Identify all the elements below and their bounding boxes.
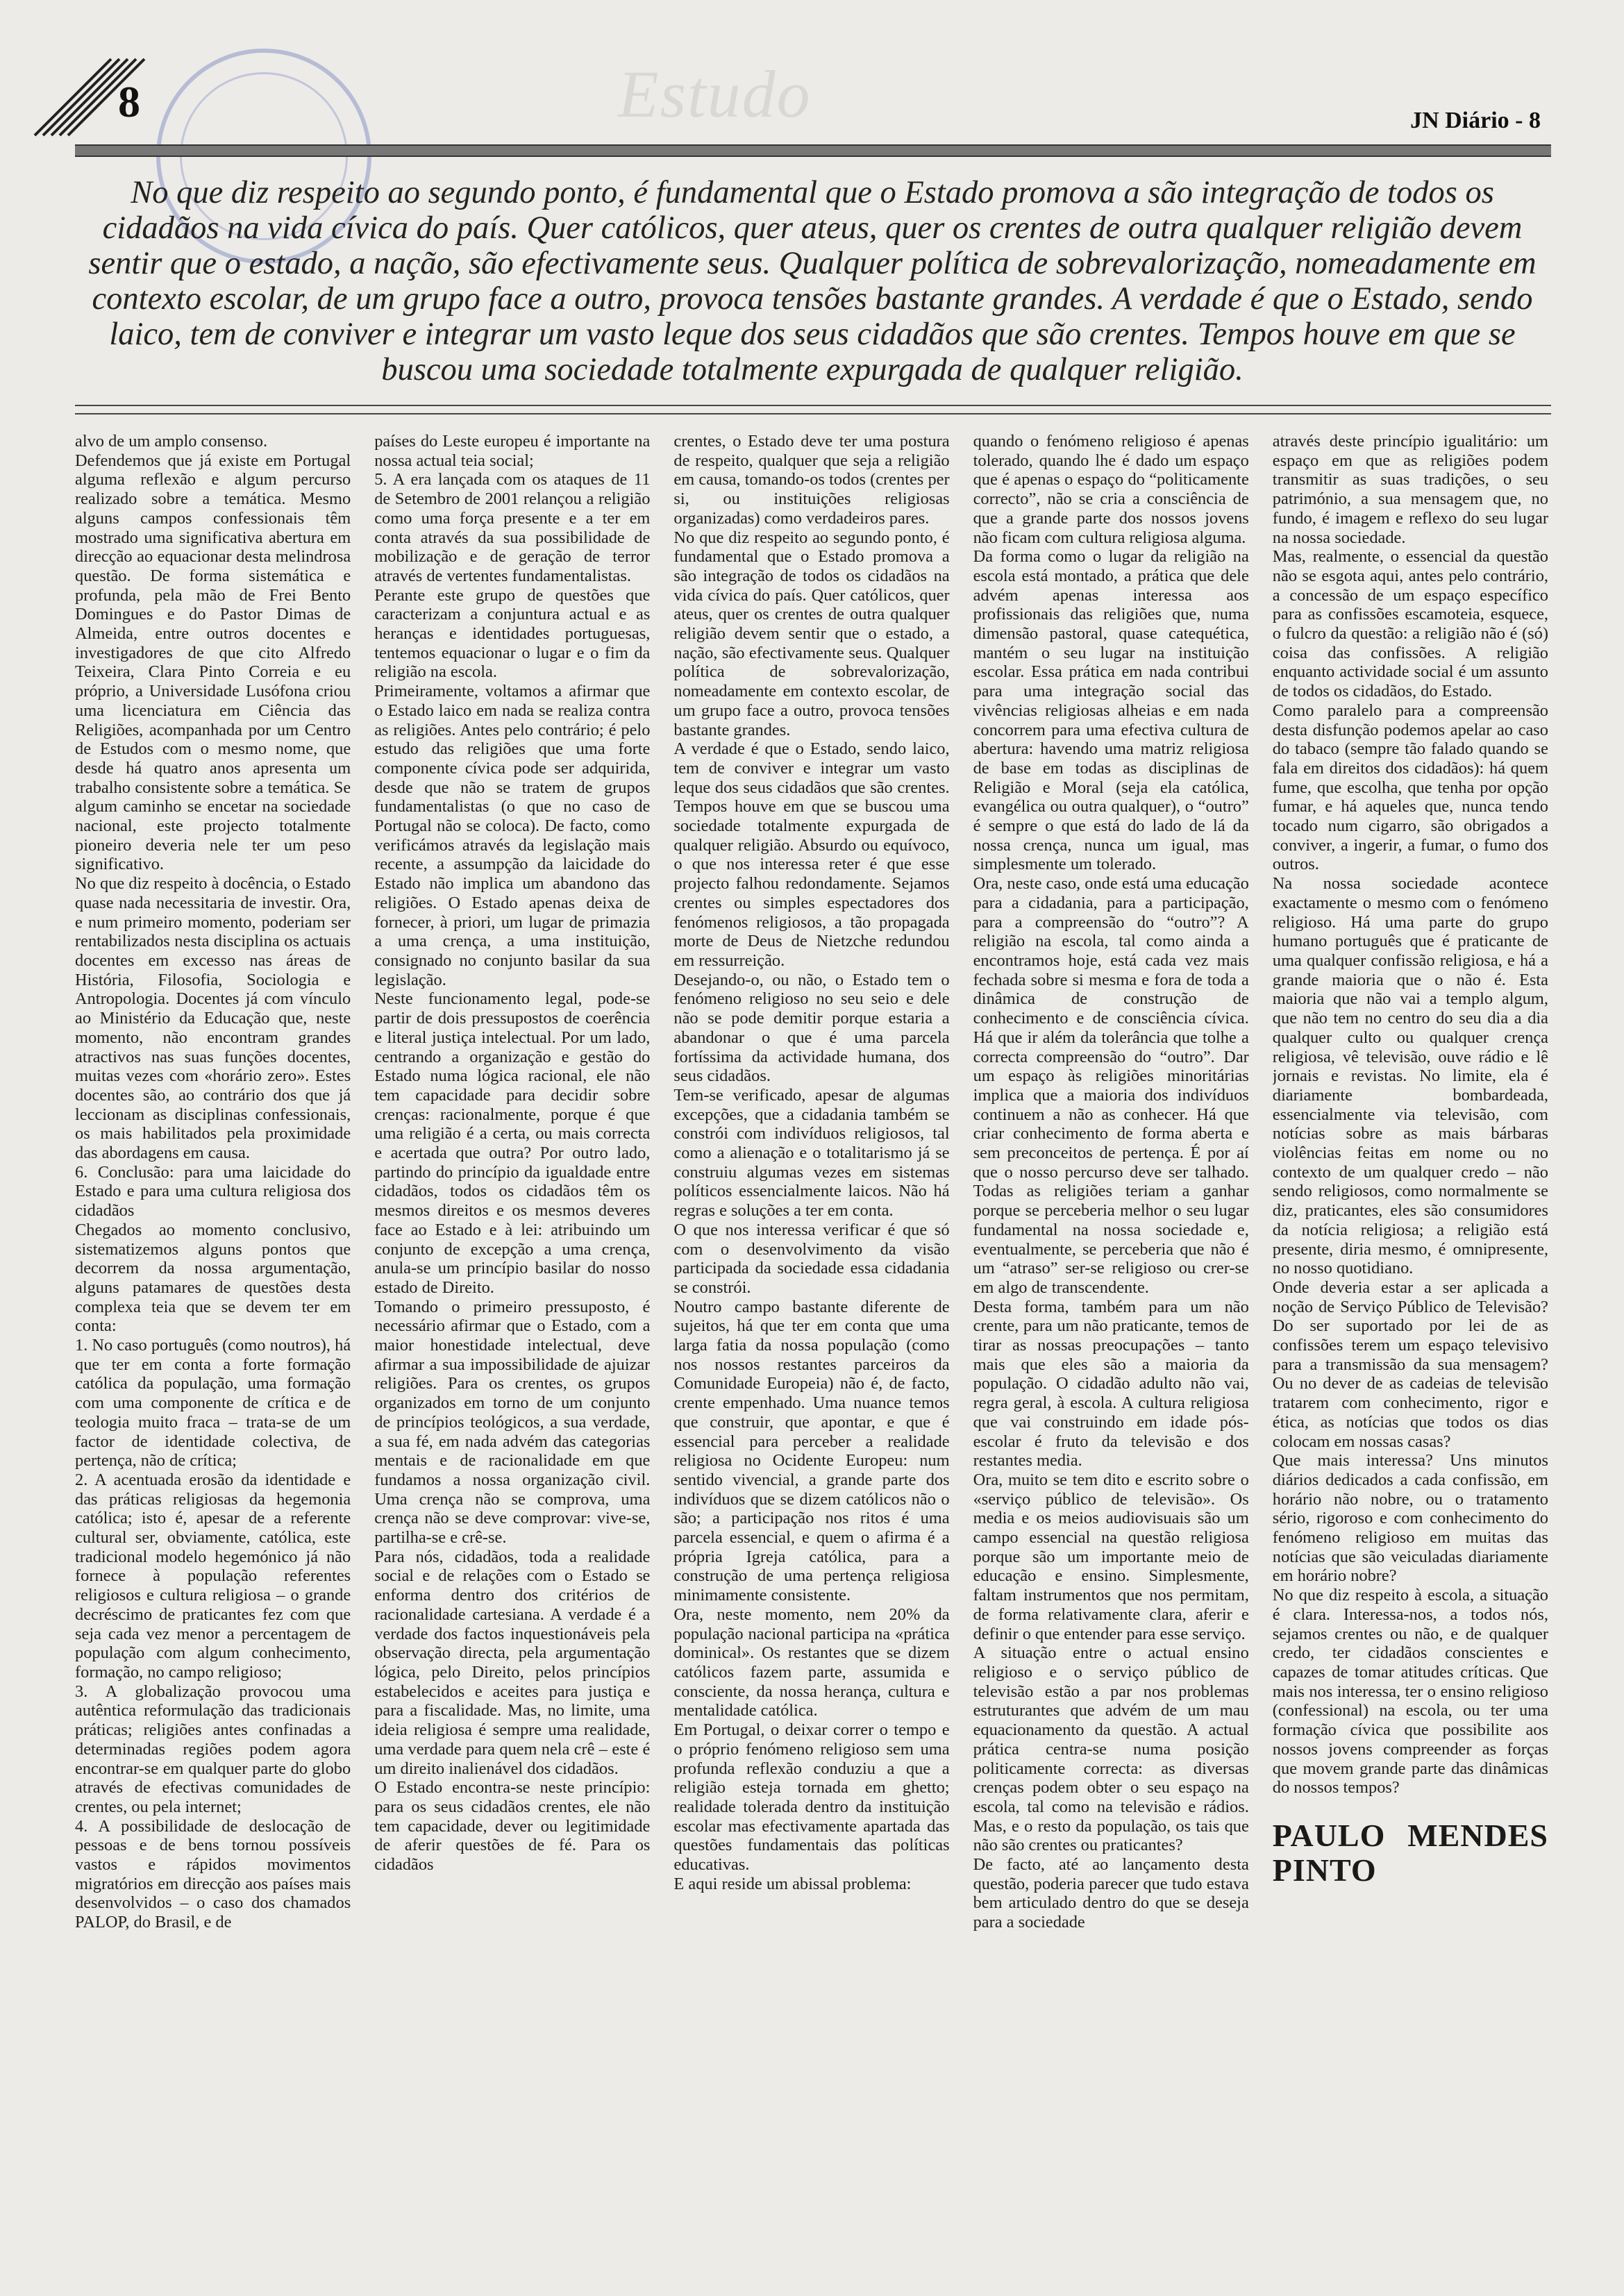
paragraph: 5. A era lançada com os ataques de 11 de Setembro de 2001 relançou a religião como uma força presente e a ter em conta através da sua possibilidade de mobilização e de geração de terror através de vertentes fundamentalistas.	[374, 470, 651, 585]
page-number: 8	[118, 77, 140, 126]
paragraph: através deste princípio igualitário: um espaço em que as religiões podem transmitir as suas tradições, o seu património, a sua mensagem que, no fundo, é imagem e reflexo do seu lugar na nossa sociedade.	[1272, 432, 1548, 547]
paragraph: crentes, o Estado deve ter uma postura de respeito, qualquer que seja a religião em causa, tomando-os todos (crentes per si, ou instituições religiosas organizadas) como verdadeiros pares.	[673, 432, 950, 528]
paragraph: No que diz respeito à escola, a situação é clara. Interessa-nos, a todos nós, sejamos crentes ou não, e de qualquer credo, ter cidadãos conscientes e capazes de tomar atitudes críticas. Que mais nos interessa, ter o ensino religioso (confessional) na escola, ou ter uma formação cívica que possibilite aos nossos jovens compreender as forças que movem grande parte das dinâmicas do nossos tempos?	[1272, 1586, 1548, 1798]
paragraph: No que diz respeito à docência, o Estado quase nada necessitaria de investir. Ora, e num primeiro momento, poderiam ser rentabilizados nesta disciplina os actuais docentes em excesso nas áreas de História, Filosofia, Sociologia e Antropologia. Docentes já com vínculo ao Ministério da Educação que, neste momento, não encontram grandes atractivos nas suas funções docentes, muitas vezes com «horário zero». Estes docentes são, ao contrário dos que já leccionam as disciplinas confessionais, os mais habilitados pela proximidade das abordagens em causa.	[75, 874, 351, 1163]
header-rule	[75, 144, 1551, 157]
paragraph: Desejando-o, ou não, o Estado tem o fenómeno religioso no seu seio e dele não se pode demitir porque estaria a abandonar o que é uma parcela fortíssima da actividade humana, dos seus cidadãos.	[673, 970, 950, 1086]
paragraph: Noutro campo bastante diferente de sujeitos, há que ter em conta que uma larga fatia da nossa população (como nos nossos restantes parceiros da Comunidade Europeia) não é, de facto, crente empenhado. Uma nuance temos que construir, que apontar, e que é essencial para perceber a realidade religiosa no Ocidente Europeu: num sentido vivencial, a grande parte dos indivíduos que se dizem católicos não o são; a participação nos ritos é uma parcela essencial, e quem o afirma é a própria Igreja católica, para a construção de uma pertença religiosa minimamente consistente.	[673, 1297, 950, 1605]
column-1	[75, 432, 351, 2237]
paragraph: O Estado encontra-se neste princípio: para os seus cidadãos crentes, ele não tem capacidade, dever ou legitimidade de aferir questões de fé. Para os cidadãos	[374, 1778, 651, 1875]
section-title: Estudo	[618, 57, 812, 131]
paragraph: 6. Conclusão: para uma laicidade do Estado e para uma cultura religiosa dos cidadãos	[75, 1162, 351, 1221]
column-5	[1273, 432, 1548, 2237]
paragraph: Ora, neste caso, onde está uma educação para a cidadania, para a participação, para a compreensão do “outro”? A religião na escola, tal como ainda a encontramos hoje, está cada vez mais fechada sobre si mesma e fora de toda a dinâmica de construção de conhecimento e de consciência cívica. Há que ir além da tolerância que tolhe a correcta compreensão do “outro”. Dar um espaço às religiões minoritárias implica que a maioria dos indivíduos continuem a não as conhecer. Há que criar conhecimento de forma aberta e sem preconceitos de pertença. É por aí que o nosso percurso deve ser talhado. Todas as religiões teriam a ganhar porque se perceberia melhor o seu lugar fundamental na nossa sociedade e, eventualmente, se perceberia que não é um “atraso” ser-se religioso ou crer-se em algo de transcendente.	[973, 874, 1249, 1297]
journal-running-head: JN Diário - 8	[1410, 108, 1541, 133]
quote-rule-bottom	[75, 413, 1551, 414]
paragraph: E aqui reside um abissal problema:	[673, 1874, 912, 1893]
paragraph: Chegados ao momento conclusivo, sistematizemos alguns pontos que decorrem da nossa argumentação, alguns patamares de questões desta complexa teia que se devem ter em conta:	[75, 1220, 351, 1336]
paragraph: quando o fenómeno religioso é apenas tolerado, quando lhe é dado um espaço que é apenas o espaço do “politicamente correcto”, não se cria a consciência de que a grande parte dos nossos jovens não ficam com cultura religiosa alguma.	[973, 432, 1249, 547]
paragraph: 3. A globalização provocou uma autêntica reformulação das tradicionais práticas; religiões antes confinadas a determinadas regiões podem agora encontrar-se em qualquer parte do globo através de efectivas comunidades de crentes, ou pela internet;	[75, 1682, 351, 1816]
paragraph: De facto, até ao lançamento desta questão, poderia parecer que tudo estava bem articulado dentro do que se deseja para a sociedade	[973, 1855, 1249, 1932]
pull-quote: No que diz respeito ao segundo ponto, é fundamental que o Estado promova a são integração de todos os cidadãos na vida cívica do país. Quer católicos, quer ateus, quer os crentes de outra qualquer religião devem sentir que o estado, a nação, são efectivamente seus. Qualquer política de sobrevalorização, nomeadamente em contexto escolar, de um grupo face a outro, provoca tensões bastante grandes. A verdade é que o Estado, sendo laico, tem de conviver e integrar um vasto leque dos seus cidadãos que são crentes. Tempos houve em que se buscou uma sociedade totalmente expurgada de qualquer religião.	[88, 175, 1537, 387]
paragraph: 1. No caso português (como noutros), há que ter em conta a forte formação católica da população, uma formação com uma componente de crítica e de teologia muito fraca – trata-se de um factor de identidade colectiva, de pertença, não de crítica;	[75, 1336, 351, 1470]
paragraph: Desta forma, também para um não crente, para um não praticante, temos de tirar as nossas preocupações – tanto mais que eles são a maioria da população. O cidadão adulto não vai, regra geral, à escola. A cultura religiosa que vai construindo em idade pós-escolar é fruto da televisão e dos restantes media.	[973, 1297, 1249, 1470]
paragraph: alvo de um amplo consenso.	[75, 432, 268, 451]
article-body	[75, 432, 1548, 2237]
paragraph: Ora, muito se tem dito e escrito sobre o «serviço público de televisão». Os media e os meios audiovisuais são um campo essencial na questão religiosa porque são um importante meio de educação e ensino. Simplesmente, faltam instrumentos que nos permitam, de forma relativamente clara, aferir e definir o que entender para esse serviço.	[973, 1470, 1249, 1643]
paragraph: Da forma como o lugar da religião na escola está montado, a prática que dele advém apenas interessa aos profissionais das religiões que, numa dimensão pastoral, quase catequética, mantém o seu lugar na instituição escolar. Essa prática em nada contribui para uma integração social das vivências religiosas alheias e em nada concorrem para uma efectiva cultura de abertura: havendo uma matriz religiosa de base em todas as disciplinas de Religião e Moral (seja ela católica, evangélica ou outra qualquer), o “outro” é sempre o que está do lado de lá da nossa crença, nunca um igual, mas simplesmente um tolerado.	[973, 547, 1249, 874]
paragraph: Neste funcionamento legal, pode-se partir de dois pressupostos de coerência e literal justiça intelectual. Por um lado, centrando a organização e gestão do Estado numa lógica racional, ele não tem capacidade para decidir sobre crenças: racionalmente, porque é que uma religião é a certa, ou mais correcta e acertada que outra? Por outro lado, partindo do princípio da igualdade entre cidadãos, todos os cidadãos têm os mesmos direitos e os mesmos deveres face ao Estado e à lei: atribuindo um conjunto de excepção a uma crença, anula-se um princípio basilar do nosso estado de Direito.	[374, 989, 651, 1297]
paragraph: Em Portugal, o deixar correr o tempo e o próprio fenómeno religioso sem uma profunda reflexão conduziu a que a religião esteja tornada em ghetto; realidade tolerada dentro da instituição escolar mas efectivamente apartada das questões fundamentais das políticas educativas.	[673, 1720, 950, 1875]
paragraph: Como paralelo para a compreensão desta disfunção podemos apelar ao caso do tabaco (sempre tão falado quando se fala em direitos dos cidadãos): há quem fume, que escolha, que tenha por opção fumar, e há aqueles que, nunca tendo tocado num cigarro, são obrigados a conviver, a ingerir, a fumar, o fumo dos outros.	[1272, 701, 1548, 874]
column-2	[374, 432, 650, 2237]
paragraph: Onde deveria estar a ser aplicada a noção de Serviço Público de Televisão? Do ser suportado por lei de as confissões terem um espaço televisivo para a transmissão da sua mensagem? Ou no dever de as cadeias de televisão tratarem com conhecimento, rigor e ética, as notícias que todos os dias colocam em nossas casas?	[1272, 1277, 1548, 1451]
author-signature: PAULO MENDES PINTO	[1272, 1817, 1548, 1888]
paragraph: países do Leste europeu é importante na nossa actual teia social;	[374, 432, 651, 470]
column-5-paragraphs	[1273, 432, 1548, 1798]
paragraph: Que mais interessa? Uns minutos diários dedicados a cada confissão, em horário não nobre, ou o tratamento sério, rigoroso e com conhecimento do fenómeno religioso em muitas das notícias que são veiculadas diariamente em horário nobre?	[1272, 1451, 1548, 1586]
column-4	[973, 432, 1249, 2237]
paragraph: A verdade é que o Estado, sendo laico, tem de conviver e integrar um vasto leque dos seus cidadãos que são crentes. Tempos houve em que se buscou uma sociedade totalmente expurgada de qualquer religião. Absurdo ou equívoco, o que nos interessa reter é que esse projecto falhou redondamente. Sejamos crentes ou simples espectadores dos fenómenos religiosos, a tão propagada morte de Deus de Nietzche redundou em ressurreição.	[673, 739, 950, 970]
paragraph: Mas, realmente, o essencial da questão não se esgota aqui, antes pelo contrário, a concessão de um espaço específico para as confissões escamoteia, esquece, o fulcro da questão: a religião não é (só) coisa das confissões. A religião enquanto actividade social é um assunto de todos os cidadãos, do Estado.	[1272, 547, 1548, 701]
paragraph: 2. A acentuada erosão da identidade e das práticas religiosas da hegemonia católica; isto é, apesar de a referente cultural ser, obviamente, católica, este tradicional modelo hegemónico já não fornece à população referentes religiosos e cultura religiosa – o grande decréscimo de praticantes fez com que seja cada vez menor a percentagem de população com algum conhecimento, formação, no campo religioso;	[75, 1470, 351, 1682]
paragraph: Na nossa sociedade acontece exactamente o mesmo com o fenómeno religioso. Há uma parte do grupo humano português que é praticante de uma qualquer confissão religiosa, e há a grande maioria que o não é. Esta maioria que não vai a templo algum, que não tem no centro do seu dia a dia qualquer culto ou qualquer crença religiosa, vê televisão, ouve rádio e lê jornais e revistas. No limite, ela é diariamente bombardeada, essencialmente via televisão, com notícias sobre as mais bárbaras violências feitas em nome ou no contexto de um qualquer credo – não sendo religiosos, como normalmente se diz, praticantes, eles são consumidores da notícia religiosa; a religião está presente, diria mesmo, é omnipresente, no nosso quotidiano.	[1272, 874, 1548, 1278]
paragraph: Perante este grupo de questões que caracterizam a conjuntura actual e as heranças e identidades portuguesas, tentemos equacionar o lugar e o fim da religião na escola.	[374, 585, 651, 682]
quote-rule-top	[75, 405, 1551, 406]
paragraph: Para nós, cidadãos, toda a realidade social e de relações com o Estado se enforma dentro dos critérios de racionalidade cartesiana. A verdade é a verdade dos factos inquestionáveis pela observação directa, pela argumentação lógica, pelo Direito, pelos princípios estabelecidos e aceites para justiça e para a fiscalidade. Mas, no limite, uma ideia religiosa é sempre uma realidade, uma verdade para quem nela crê – este é um direito inalienável dos cidadãos.	[374, 1547, 651, 1778]
column-3	[673, 432, 949, 2237]
paragraph: 4. A possibilidade de deslocação de pessoas e de bens tornou possíveis vastos e rápidos movimentos migratórios em direcção aos países mais desenvolvidos – o caso dos chamados PALOP, do Brasil, e de	[75, 1816, 351, 1932]
paragraph: Tomando o primeiro pressuposto, é necessário afirmar que o Estado, com a maior honestidade intelectual, deve afirmar a sua impossibilidade de ajuizar religiões. Para os crentes, os grupos organizados em torno de um conjunto de princípios teológicos, a sua verdade, a sua fé, em nada advém das categorias mentais e de racionalidade em que fundamos a nossa organização civil. Uma crença não se comprova, uma crença não se deve comprovar: vive-se, partilha-se e crê-se.	[374, 1297, 651, 1548]
paragraph: A situação entre o actual ensino religioso e o serviço público de televisão estão a par nos problemas estruturantes que advém de um mau equacionamento da questão. A actual prática centra-se numa posição politicamente correcta: as diversas crenças podem obter o seu espaço na escola, tal como na televisão e rádios. Mas, e o resto da população, os tais que não são crentes ou praticantes?	[973, 1643, 1249, 1855]
paragraph: Ora, neste momento, nem 20% da população nacional participa na «prática dominical». Os restantes que se dizem católicos fazem parte, assumida e consciente, da nossa herança, cultura e mentalidade católica.	[673, 1604, 950, 1720]
paragraph: No que diz respeito ao segundo ponto, é fundamental que o Estado promova a são integração de todos os cidadãos na vida cívica do país. Quer católicos, quer ateus, quer os crentes de outra qualquer religião devem sentir que o estado, a nação, são efectivamente seus. Qualquer política de sobrevalorização, nomeadamente em contexto escolar, de um grupo face a outro, provoca tensões bastante grandes.	[673, 528, 950, 739]
paragraph: Tem-se verificado, apesar de algumas excepções, que a cidadania também se constrói com indivíduos religiosos, tal como a alienação e o totalitarismo já se construiu algumas vezes em sistemas políticos essencialmente laicos. Não há regras e soluções a ter em conta.	[673, 1085, 950, 1221]
paragraph: O que nos interessa verificar é que só com o desenvolvimento da visão participada da sociedade essa cidadania se constrói.	[673, 1220, 950, 1297]
paragraph: Defendemos que já existe em Portugal alguma reflexão e algum percurso realizado sobre a temática. Mesmo alguns campos confessionais têm mostrado uma significativa abertura em direcção ao equacionar desta melindrosa questão. De forma sistemática e profunda, pela mão de Frei Bento Domingues e do Pastor Dimas de Almeida, entre outros docentes e investigadores de que cito Alfredo Teixeira, Clara Pinto Correia e eu próprio, a Universidade Lusófona criou uma licenciatura em Ciência das Religiões, acompanhada por um Centro de Estudos com o mesmo nome, que desde há quatro anos apresenta um trabalho consistente sobre a temática. Se algum caminho se encetar na sociedade nacional, este projecto totalmente pioneiro deveria nele ter um peso significativo.	[75, 451, 351, 874]
paragraph: Primeiramente, voltamos a afirmar que o Estado laico em nada se realiza contra as religiões. Antes pelo contrário; é pelo estudo das religiões que uma forte componente cívica pode ser adquirida, desde que não se tratem de grupos fundamentalistas (o que no caso de Portugal não se coloca). De facto, como verificámos através da legislação mais recente, a assumpção da laicidade do Estado não implica um abandono das religiões. O Estado apenas deixa de fornecer, à priori, um lugar de primazia a uma crença, a uma instituição, consignado no conjunto basilar da sua legislação.	[374, 682, 651, 989]
